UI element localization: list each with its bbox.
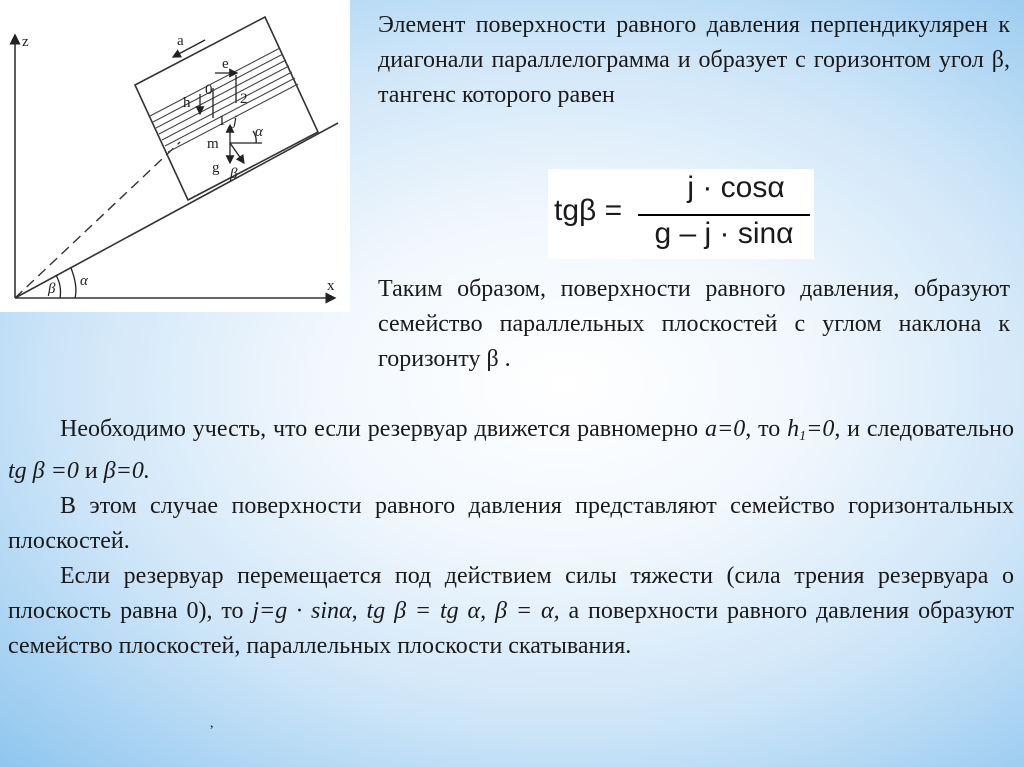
note-horizontal-planes: В этом случае поверхности равного давления представляют семейство горизонтальных плоскостей. [8,493,1014,554]
note1-tg-beta: tg β =0 [8,458,79,484]
label-e: e [222,56,229,72]
tan-beta-formula [548,169,814,259]
note3-text-b: а поверхности равного давления образуют семейство плоскостей, параллельных плоскости скатывания. [8,598,1015,659]
label-beta: β [230,166,238,182]
label-j: j [233,113,238,129]
label-alpha: α [255,124,263,140]
note3-text-a: Если резервуар перемещается под действием силы тяжести (сила трения резервуара о плоскость равна 0), то [8,563,1014,624]
conclusion-paragraph: Таким образом, поверхности равного давления, образуют семейство параллельных плоскостей с углом наклона к горизонту β . [378,276,1010,372]
note1-text-c: , и следовательно [834,416,1015,442]
label-alpha-origin: α [80,273,88,289]
notes-section [8,412,1014,664]
label-x: x [327,278,335,294]
note1-h: h [787,416,800,442]
note3-j-formula: j=g · sinα [252,598,352,624]
note1-text-b: , то [745,416,788,442]
intro-paragraph: Элемент поверхности равного давления перпендикулярен к диагонали параллелограмма и образует с горизонтом угол β, тангенс которого равен [378,12,1010,108]
note1-a-zero: a=0 [705,416,746,442]
label-z: z [22,34,29,50]
label-h: h [183,95,191,111]
diagonal-dashed [15,142,180,298]
stray-comma: , [210,716,214,731]
label-0: 0 [205,82,213,98]
origin-beta-arc [56,275,61,298]
label-m: m [207,136,219,152]
note1-text-d: и [78,458,104,484]
formula-denominator: g – j · sinα [654,217,794,250]
note1-h-sub: 1 [799,429,807,444]
label-1: 1 [218,113,226,129]
note1-beta-zero: β=0. [103,458,150,484]
note-uniform-motion [8,412,1014,489]
note1-h-eq: =0 [806,416,835,442]
resultant [230,143,244,163]
formula-numerator: j · cosα [687,171,785,204]
label-g: g [212,160,220,176]
label-2: 2 [240,91,248,107]
note1-text-a: Необходимо учесть, что если резервуар движется равномерно [60,416,706,442]
tank-outline [135,17,318,200]
note-gravity-motion [8,559,1014,664]
formula-fraction-bar [638,214,810,216]
tank-diagram-svg [0,0,350,312]
label-a: a [177,33,184,49]
formula-lhs: tgβ = [554,194,623,227]
note3-comma: , [351,598,367,624]
tank-diagram [0,0,350,312]
note3-tg-formula: tg β = tg α, β = α, [366,598,560,624]
origin-alpha-arc [71,268,76,298]
inclined-plane [15,123,338,298]
label-beta-origin: β [48,281,56,297]
